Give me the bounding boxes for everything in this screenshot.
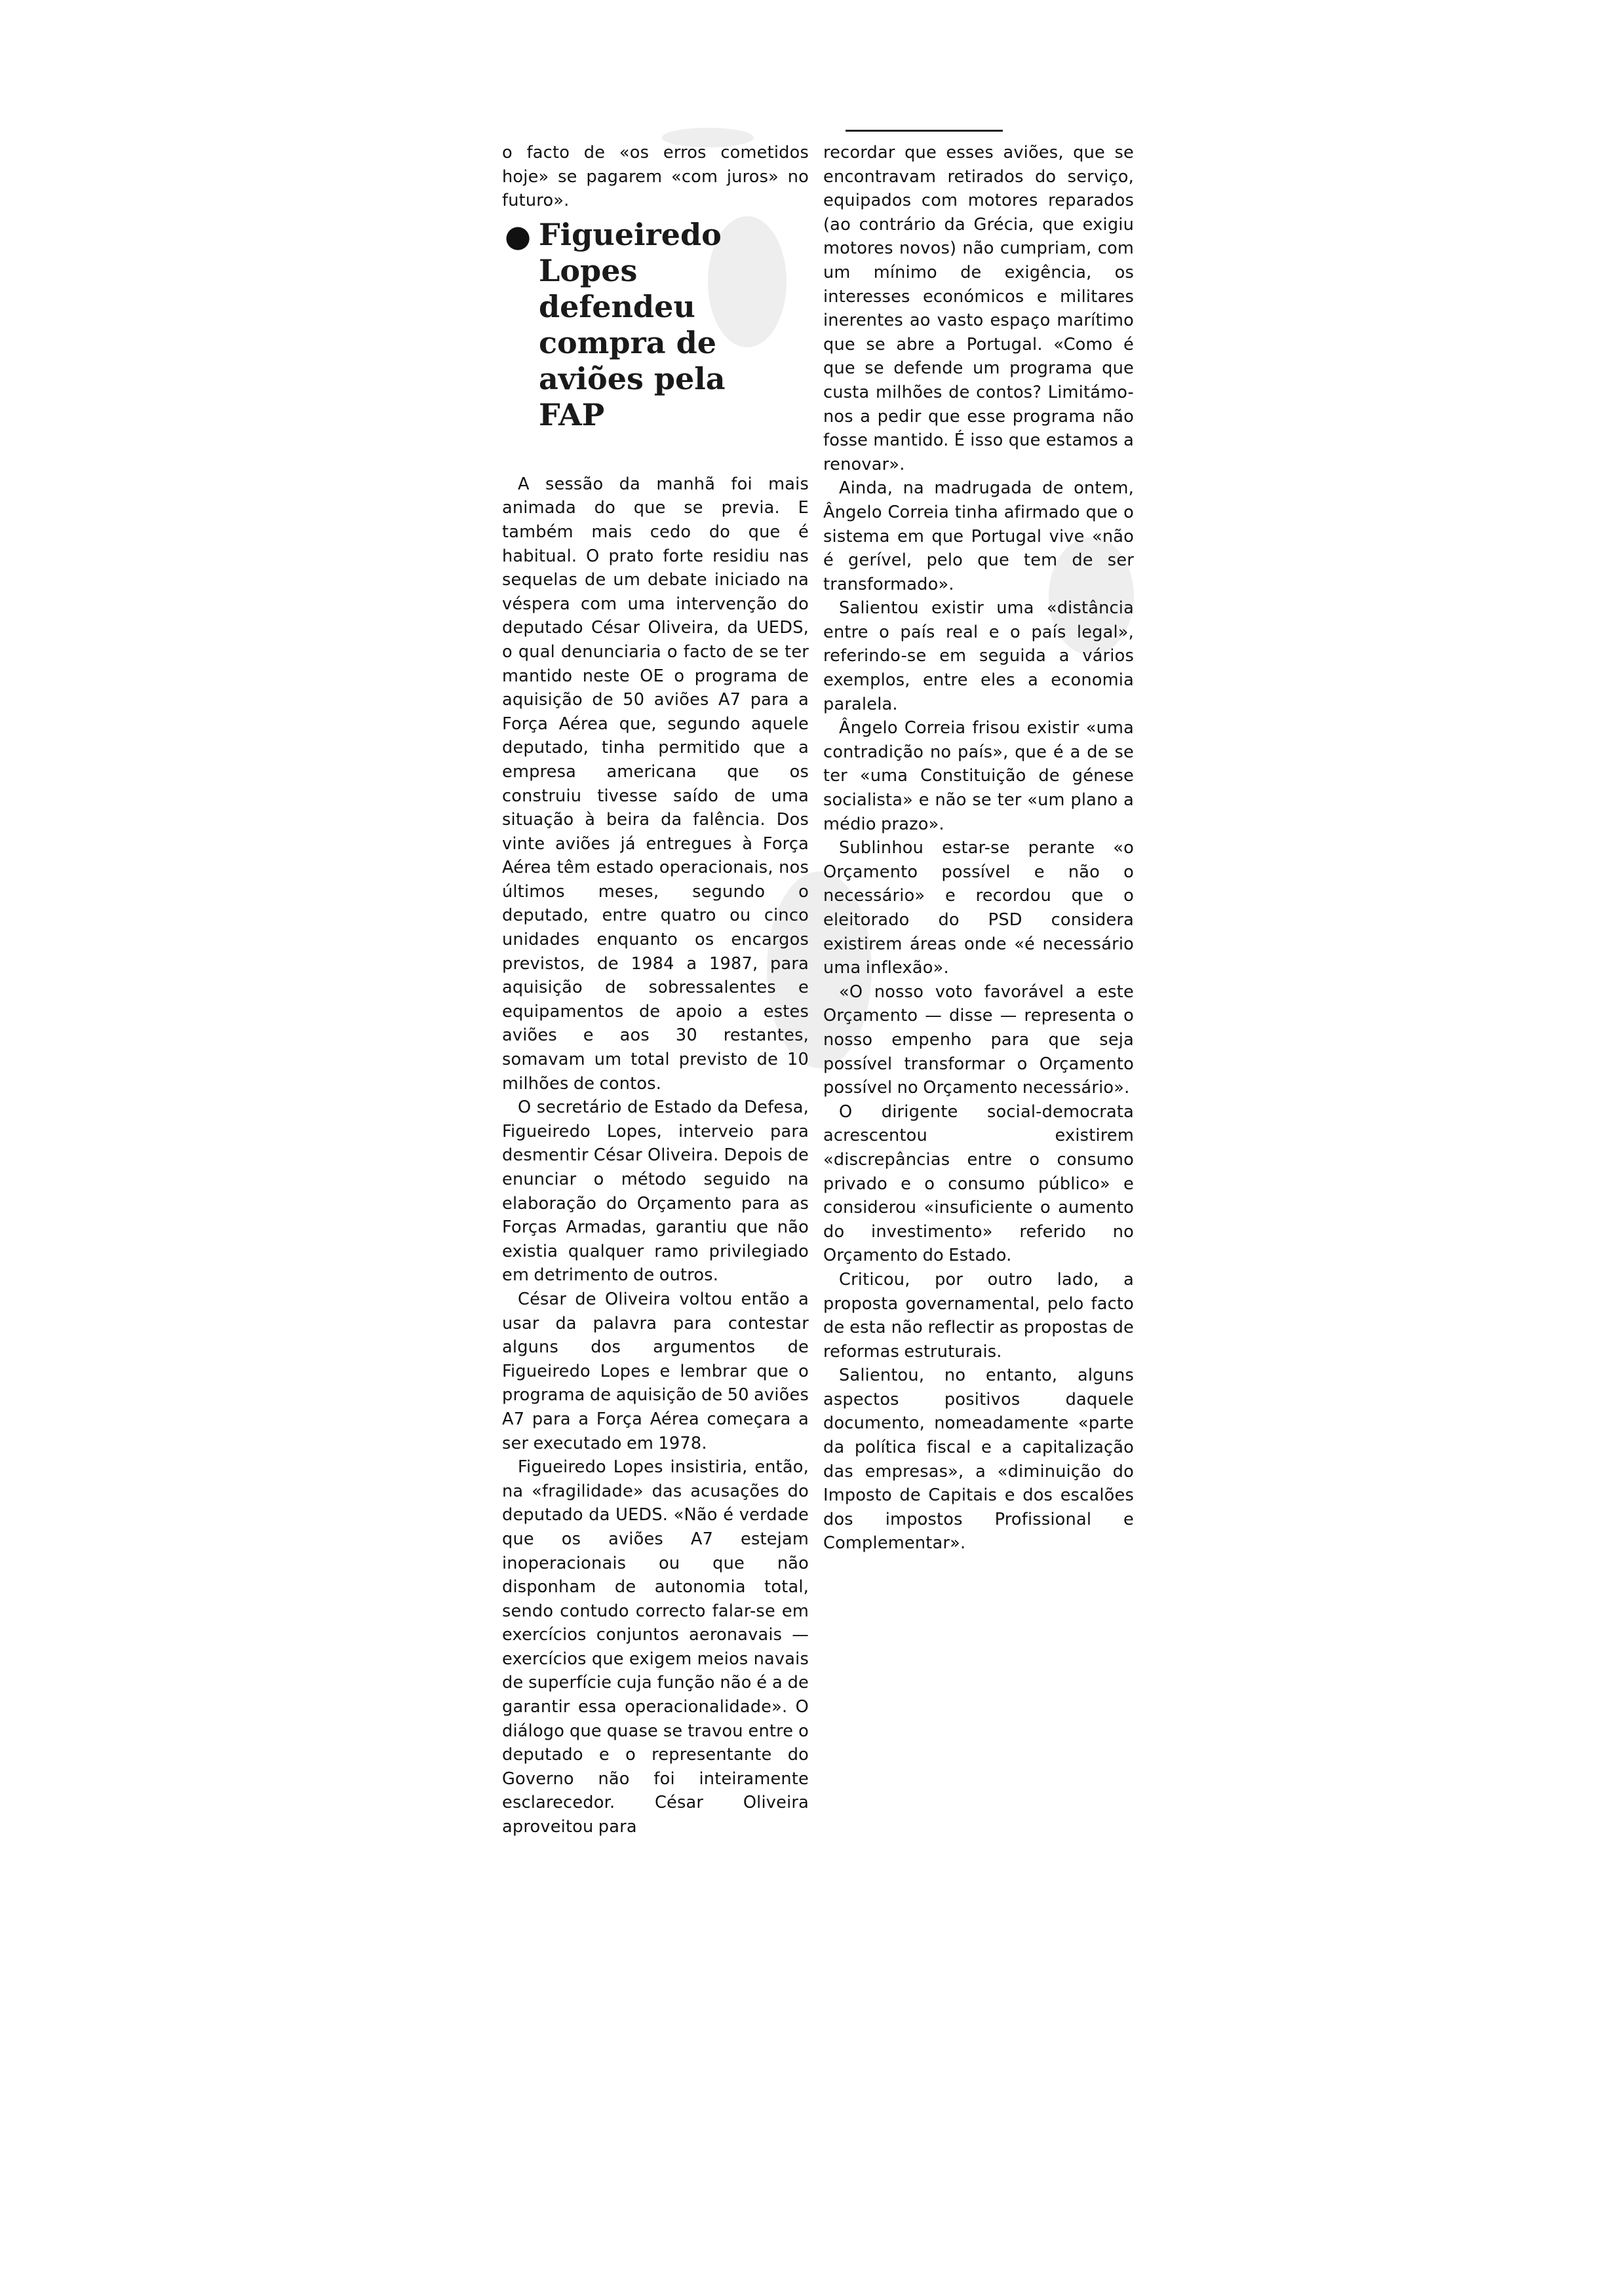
paragraph: recordar que esses aviões, que se encontravam retirados do serviço, equipados com motores reparados (ao contrário da Grécia, que exigiu motores novos) não cumpriam, com um mínimo de exigência, os interesses económicos e militares inerentes ao vasto espaço marítimo que se abre a Portugal. «Como é que se defende um programa que custa milhões de contos? Limitámo-nos a pedir que esse programa não fosse mantido. É isso que estamos a renovar». — [823, 143, 1134, 474]
paragraph: Sublinhou estar-se perante «o Orçamento possível e não o necessário» e recordou que o eleitorado do PSD considera existirem áreas onde «é necessário uma inflexão». — [823, 838, 1134, 978]
paragraph: Salientou existir uma «distância entre o país real e o país legal», referindo-se em seguida a vários exemplos, entre eles a economia paralela. — [823, 598, 1134, 714]
bullet-icon: ● — [505, 218, 532, 254]
headline-block — [505, 217, 767, 433]
right-column — [823, 141, 1134, 1556]
top-rule — [846, 130, 1003, 132]
paragraph: Criticou, por outro lado, a proposta governamental, pelo facto de esta não reflectir as propostas de reformas estruturais. — [823, 1269, 1134, 1362]
article-headline: Figueiredo Lopes defendeu compra de aviões pela FAP — [539, 216, 726, 432]
paragraph: O dirigente social-democrata acrescentou existirem «discrepâncias entre o consumo privado e o consumo público» e considerou «insuficiente o aumento do investimento» referido no Orçamento do Estado. — [823, 1101, 1134, 1266]
paragraph: A sessão da manhã foi mais animada do que se previa. E também mais cedo do que é habitual. O prato forte residiu nas sequelas de um debate iniciado na véspera com uma intervenção do deputado César Oliveira, da UEDS, o qual denunciaria o facto de se ter mantido neste OE o programa de aquisição de 50 aviões A7 para a Força Aérea que, segundo aquele deputado, tinha permitido que a empresa americana que os construiu tivesse saído de uma situação à beira da falência. Dos vinte aviões já entregues à Força Aérea têm estado operacionais, nos últimos meses, segundo o deputado, entre quatro ou cinco unidades enquanto os encargos previstos, de 1984 a 1987, para aquisição de sobressalentes e equipamentos de apoio a estes aviões e aos 30 restantes, somavam um total previsto de 10 milhões de contos. — [502, 474, 809, 1094]
paragraph: César de Oliveira voltou então a usar da palavra para contestar alguns dos argumentos de Figueiredo Lopes e lembrar que o programa de aquisição de 50 aviões A7 para a Força Aérea começara a ser executado em 1978. — [502, 1289, 809, 1453]
left-column — [502, 141, 809, 1839]
paragraph: «O nosso voto favorável a este Orçamento — disse — representa o nosso empenho para que seja possível transformar o Orçamento possível no Orçamento necessário». — [823, 982, 1134, 1098]
paragraph: Salientou, no entanto, alguns aspectos positivos daquele documento, nomeadamente «parte da política fiscal e a capitalização das empresas», a «diminuição do Imposto de Capitais e dos escalões dos impostos Profissional e Complementar». — [823, 1366, 1134, 1554]
paragraph: O secretário de Estado da Defesa, Figueiredo Lopes, interveio para desmentir César Oliveira. Depois de enunciar o método seguido na elaboração do Orçamento para as Forças Armadas, garantiu que não existia qualquer ramo privilegiado em detrimento de outros. — [502, 1098, 809, 1286]
intro-text: o facto de «os erros cometidos hoje» se pagarem «com juros» no futuro». — [502, 143, 809, 211]
paragraph: Ainda, na madrugada de ontem, Ângelo Correia tinha afirmado que o sistema em que Portugal vive «não é gerível, pelo que tem de ser transformado». — [823, 478, 1134, 594]
paragraph: Figueiredo Lopes insistiria, então, na «fragilidade» das acusações do deputado da UEDS. «Não é verdade que os aviões A7 estejam inoperacionais ou que não disponham de autonomia total, sendo contudo correcto falar-se em exercícios conjuntos aeronavais — exercícios que exigem meios navais de superfície cuja função não é a de garantir essa operacionalidade». O diálogo que quase se travou entre o deputado e o representante do Governo não foi inteiramente esclarecedor. César Oliveira aproveitou para — [502, 1457, 809, 1837]
paragraph: Ângelo Correia frisou existir «uma contradição no país», que é a de se ter «uma Constituição de génese socialista» e não se ter «um plano a médio prazo». — [823, 718, 1134, 834]
